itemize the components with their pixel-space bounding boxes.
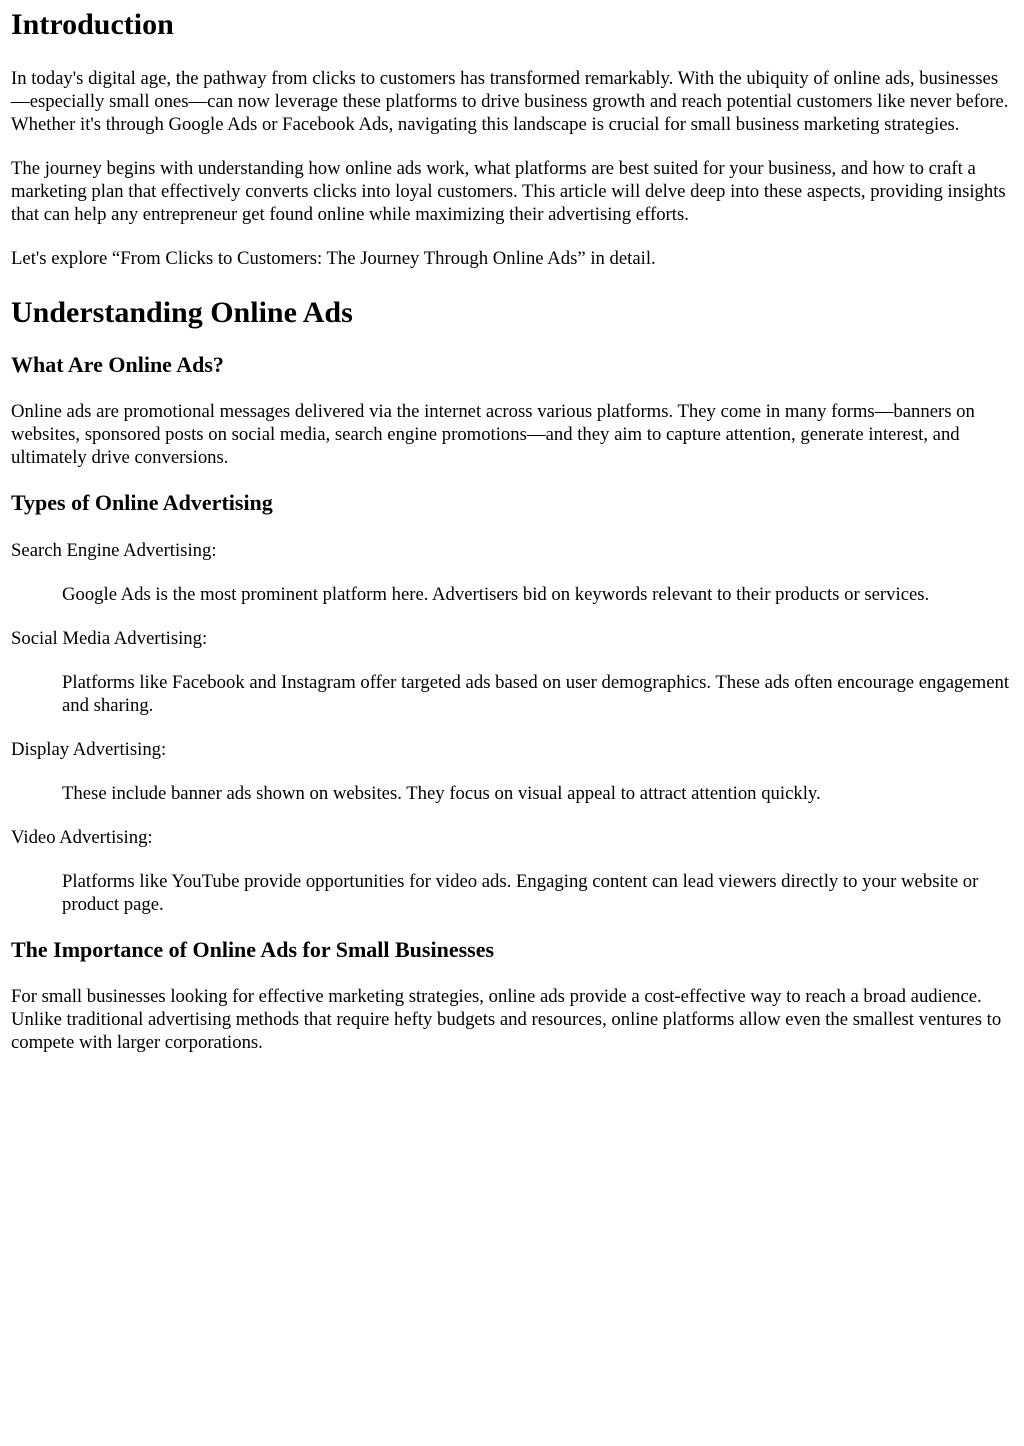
what-are-online-ads-paragraph: Online ads are promotional messages delivered via the internet across various platforms. They come in many forms—banners on websites, sponsored posts on social media, search engine promotions—and they aim to capture attention, generate interest, and ultimately drive conversions. [11, 401, 975, 469]
intro-paragraph: Let's explore “From Clicks to Customers: The Journey Through Online Ads” in detail. [11, 247, 656, 269]
what-are-online-ads-heading: What Are Online Ads? [11, 352, 224, 377]
ad-type-label: Social Media Advertising: [11, 627, 208, 649]
ad-type-label: Search Engine Advertising: [11, 539, 217, 561]
ad-types-list [11, 539, 1013, 916]
ad-type-description: Platforms like Facebook and Instagram offer targeted ads based on user demographics. These ads often encourage engagement and sharing. [62, 671, 1010, 716]
ad-type-label: Display Advertising: [11, 738, 167, 760]
intro-paragraph: The journey begins with understanding how online ads work, what platforms are best suited for your business, and how to craft a marketing plan that effectively converts clicks into loyal customers. This article will delve deep into these aspects, providing insights that can help any entrepreneur get found online while maximizing their advertising efforts. [11, 157, 1006, 225]
ad-type-description: These include banner ads shown on websites. They focus on visual appeal to attract attention quickly. [62, 782, 821, 804]
ad-type-description: Google Ads is the most prominent platform here. Advertisers bid on keywords relevant to their products or services. [62, 583, 930, 605]
ad-type-label: Video Advertising: [11, 826, 153, 848]
importance-heading: The Importance of Online Ads for Small Businesses [11, 936, 495, 962]
intro-paragraph: In today's digital age, the pathway from clicks to customers has transformed remarkably. With the ubiquity of online ads, businesses—especially small ones—can now leverage these platforms to drive business growth and reach potential customers like never before. Whether it's through Google Ads or Facebook Ads, navigating this landscape is crucial for small business marketing strategies. [11, 67, 1009, 135]
ad-type-description: Platforms like YouTube provide opportunities for video ads. Engaging content can lead viewers directly to your website or product page. [62, 870, 979, 915]
introduction-heading: Introduction [11, 8, 174, 41]
understanding-online-ads-heading: Understanding Online Ads [11, 295, 353, 329]
importance-paragraph: For small businesses looking for effective marketing strategies, online ads provide a cost-effective way to reach a broad audience. Unlike traditional advertising methods that require hefty budgets and resources, online platforms allow even the smallest ventures to compete with larger corporations. [11, 986, 1002, 1054]
types-of-online-advertising-heading: Types of Online Advertising [11, 490, 273, 516]
